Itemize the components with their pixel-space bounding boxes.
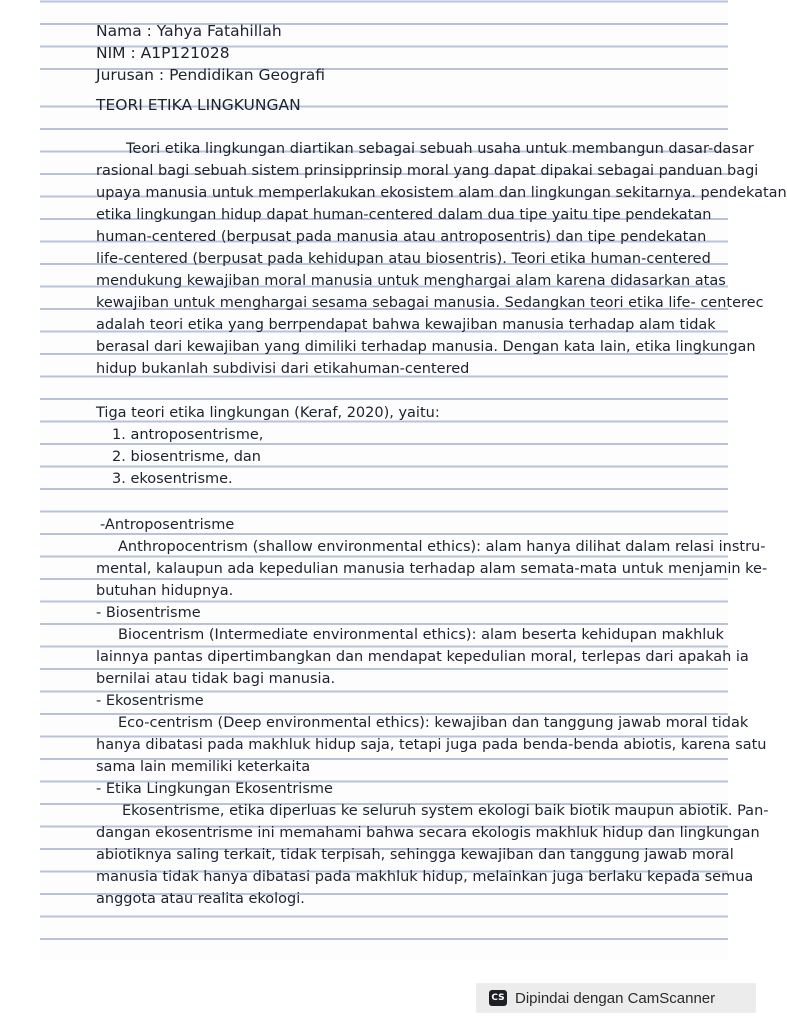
notebook-page bbox=[40, 0, 787, 960]
theory-list-item: 3. ekosentrisme. bbox=[112, 471, 233, 487]
section-line: mental, kalaupun ada kepedulian manusia terhadap alam semata-mata untuk menjamin ke- bbox=[96, 561, 768, 577]
paragraph-line: etika lingkungan hidup dapat human-centered dalam dua tipe yaitu tipe pendekatan bbox=[96, 207, 712, 223]
student-major: Jurusan : Pendidikan Geografi bbox=[96, 66, 325, 84]
paragraph-line: berasal dari kewajiban yang dimiliki terhadap manusia. Dengan kata lain, etika lingkungan bbox=[96, 339, 756, 355]
section-line: sama lain memiliki keterkaita bbox=[96, 759, 311, 775]
paragraph-line: upaya manusia untuk memperlakukan ekosistem alam dan lingkungan sekitarnya. pendekatan bbox=[96, 185, 787, 201]
section-line: hanya dibatasi pada makhluk hidup saja, tetapi juga pada benda-benda abiotis, karena satu bbox=[96, 737, 767, 753]
section-line: Anthropocentrism (shallow environmental ethics): alam hanya dilihat dalam relasi instru- bbox=[118, 539, 766, 555]
paragraph-line: adalah teori etika yang berrpendapat bahwa kewajiban manusia terhadap alam tidak bbox=[96, 317, 716, 333]
section-line: lainnya pantas dipertimbangkan dan mendapat kepedulian moral, terlepas dari apakah ia bbox=[96, 649, 749, 665]
section-heading: - Etika Lingkungan Ekosentrisme bbox=[96, 781, 333, 797]
section-line: dangan ekosentrisme ini memahami bahwa secara ekologis makhluk hidup dan lingkungan bbox=[96, 825, 760, 841]
section-line: butuhan hidupnya. bbox=[96, 583, 234, 599]
section-line: Biocentrism (Intermediate environmental ethics): alam beserta kehidupan makhluk bbox=[118, 627, 724, 643]
paragraph-line: human-centered (berpusat pada manusia atau antroposentris) dan tipe pendekatan bbox=[96, 229, 707, 245]
theory-list-item: 2. biosentrisme, dan bbox=[112, 449, 261, 465]
section-line: Eco-centrism (Deep environmental ethics): kewajiban dan tanggung jawab moral tidak bbox=[118, 715, 749, 731]
paragraph-line: Teori etika lingkungan diartikan sebagai sebuah usaha untuk membangun dasar-dasar bbox=[126, 141, 754, 157]
paragraph-line: rasional bagi sebuah sistem prinsipprinsip moral yang dapat dipakai sebagai panduan bagi bbox=[96, 163, 759, 179]
section-line: abiotiknya saling terkait, tidak terpisah, sehingga kewajiban dan tanggung jawab moral bbox=[96, 847, 734, 863]
student-nim: NIM : A1P121028 bbox=[96, 44, 230, 62]
camscanner-watermark bbox=[476, 983, 756, 1013]
section-line: bernilai atau tidak bagi manusia. bbox=[96, 671, 336, 687]
paragraph-line: life-centered (berpusat pada kehidupan atau biosentris). Teori etika human-centered bbox=[96, 251, 711, 267]
section-line: Ekosentrisme, etika diperluas ke seluruh system ekologi baik biotik maupun abiotik. Pan- bbox=[122, 803, 769, 819]
page-title: TEORI ETIKA LINGKUNGAN bbox=[96, 96, 301, 114]
theories-intro: Tiga teori etika lingkungan (Keraf, 2020), yaitu: bbox=[96, 405, 440, 421]
section-heading: -Antroposentrisme bbox=[100, 517, 235, 533]
section-heading: - Ekosentrisme bbox=[96, 693, 204, 709]
paragraph-line: hidup bukanlah subdivisi dari etikahuman-centered bbox=[96, 361, 470, 377]
theory-list-item: 1. antroposentrisme, bbox=[112, 427, 264, 443]
student-name: Nama : Yahya Fatahillah bbox=[96, 22, 282, 40]
paragraph-line: mendukung kewajiban moral manusia untuk menghargai alam karena didasarkan atas bbox=[96, 273, 726, 289]
paragraph-line: kewajiban untuk menghargai sesama sebagai manusia. Sedangkan teori etika life- centerec bbox=[96, 295, 764, 311]
section-line: anggota atau realita ekologi. bbox=[96, 891, 305, 907]
section-line: manusia tidak hanya dibatasi pada makhluk hidup, melainkan juga berlaku kepada semua bbox=[96, 869, 754, 885]
camscanner-logo-icon: CS bbox=[489, 990, 507, 1006]
camscanner-label: Dipindai dengan CamScanner bbox=[515, 989, 716, 1007]
section-heading: - Biosentrisme bbox=[96, 605, 201, 621]
